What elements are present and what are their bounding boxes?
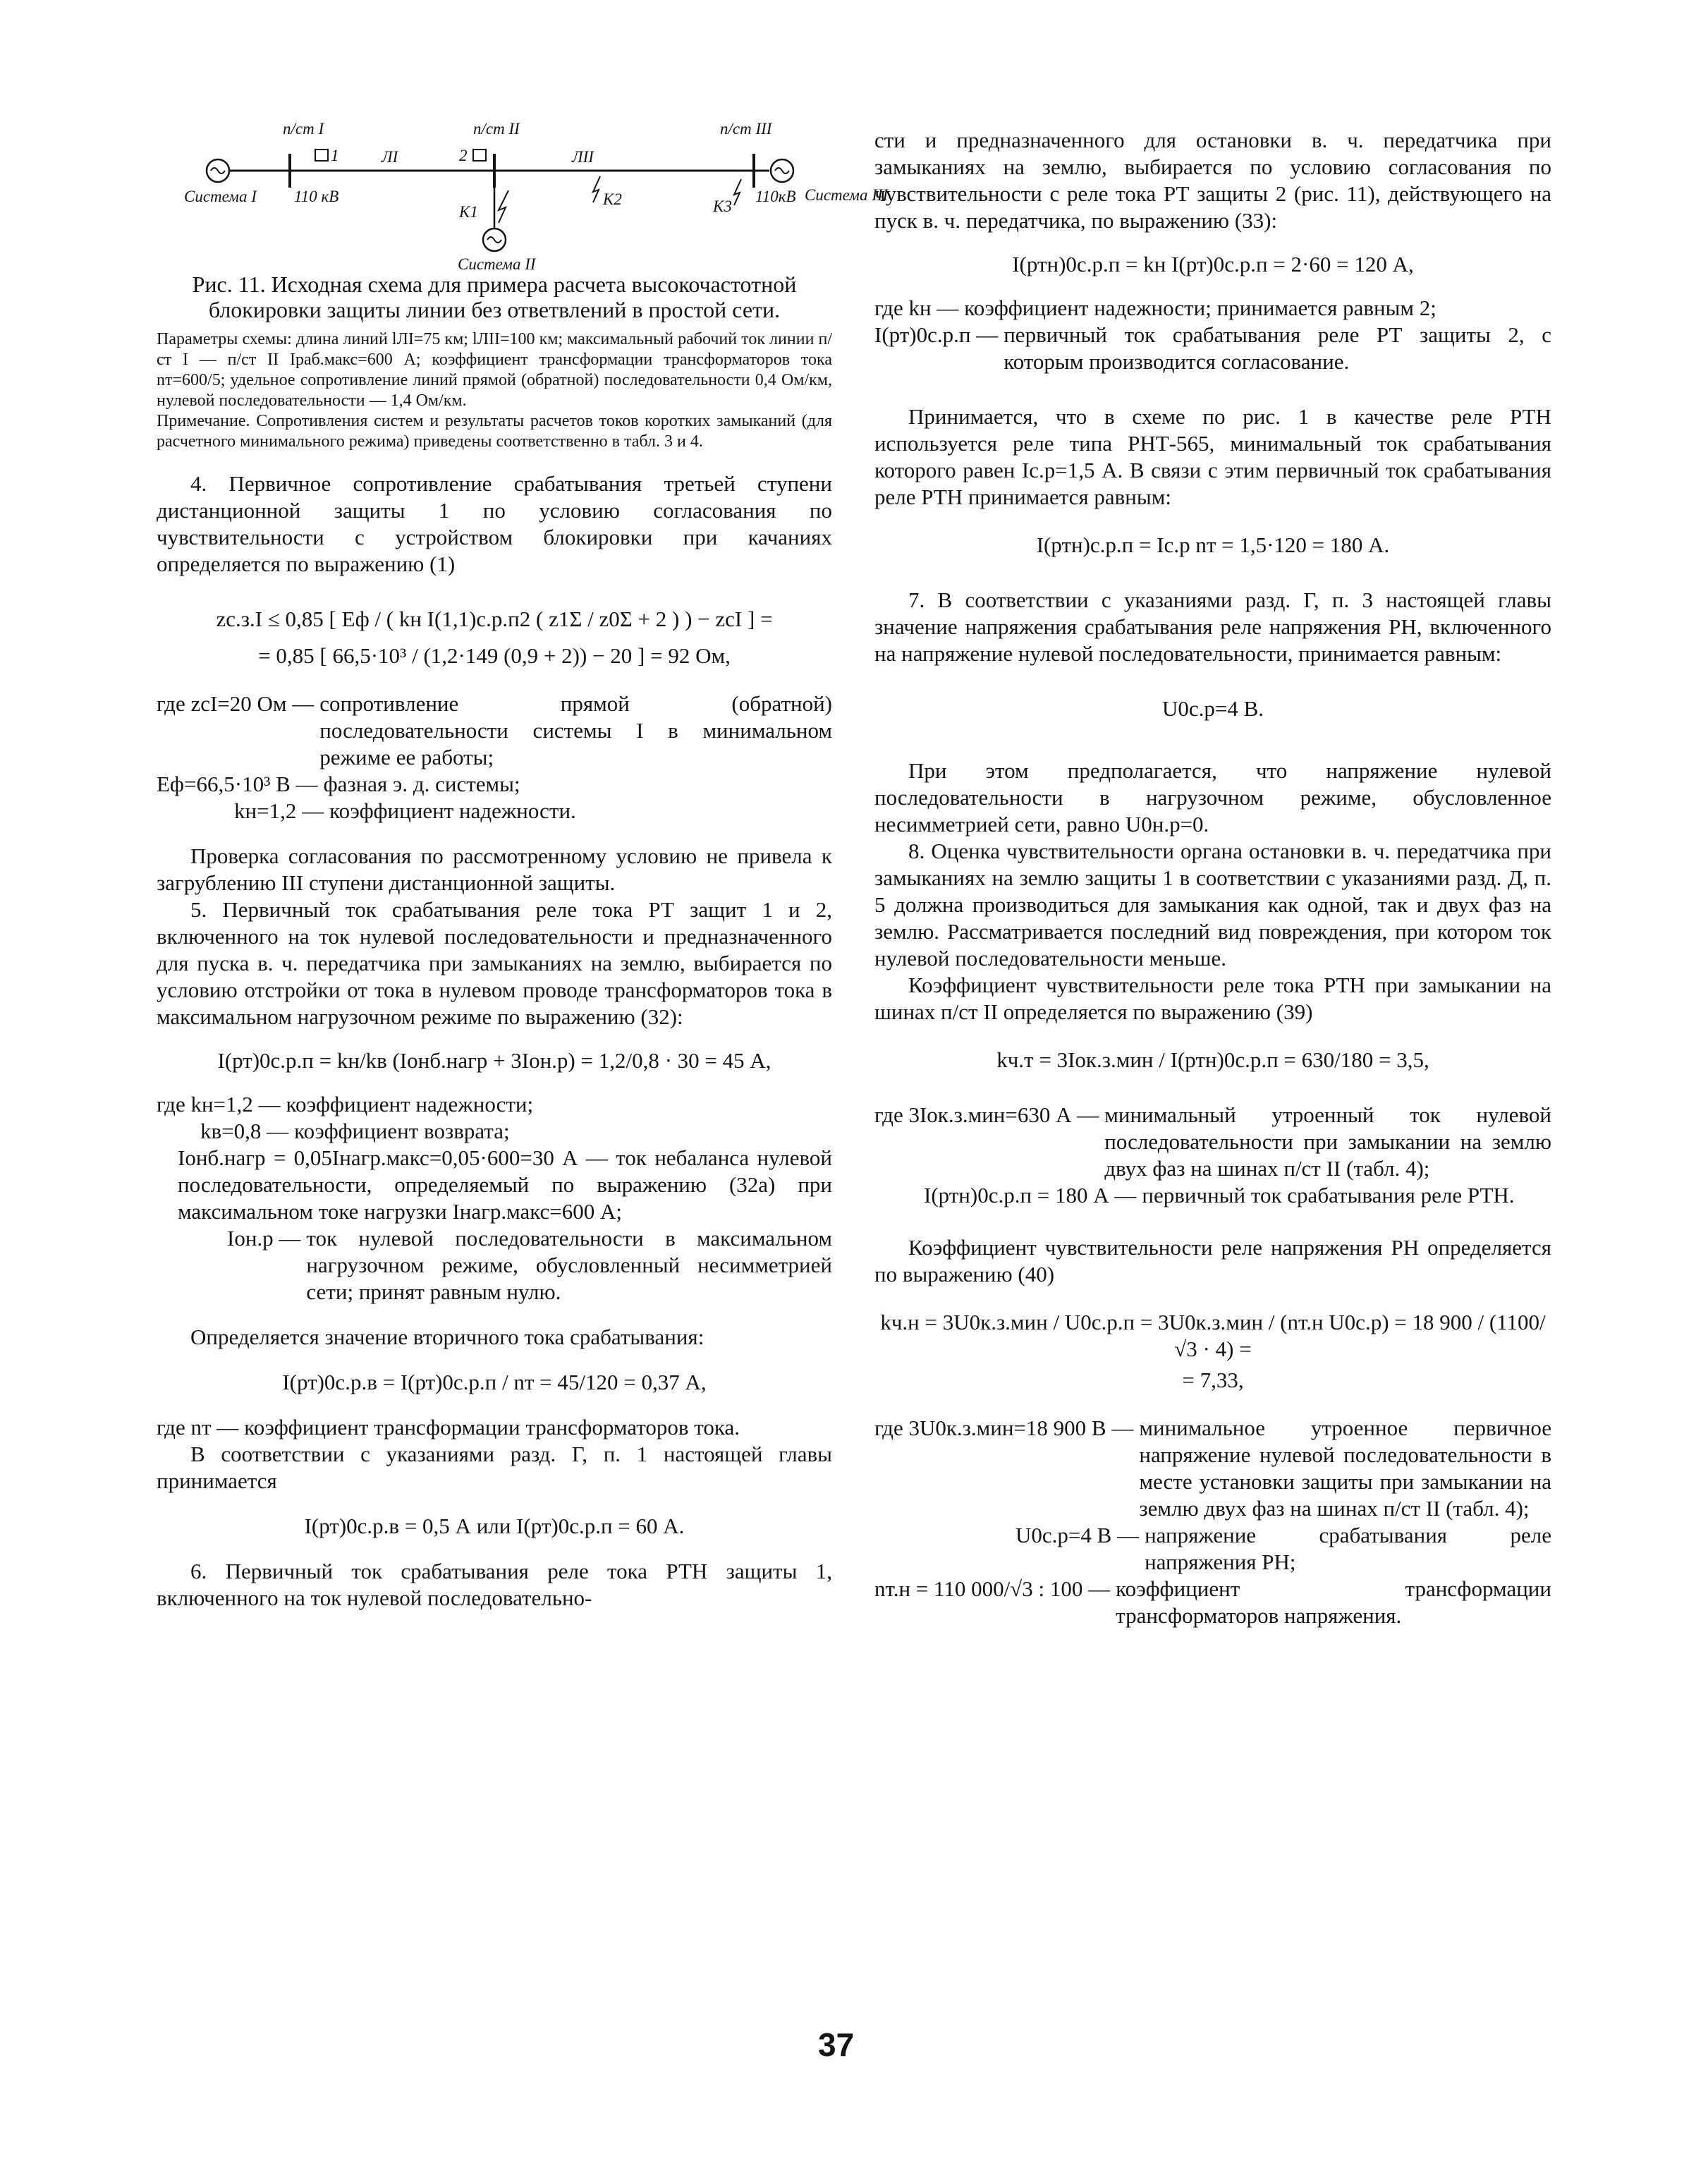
paragraph-coef-rn: Коэффициент чувствительности реле напряжения РН определяется по выражению (40) [874, 1235, 1551, 1286]
paragraph-coef: Коэффициент чувствительности реле тока РТН при замыкании на шинах п/ст II определяется по выражению (39) [874, 973, 1551, 1024]
definition-row: U0с.р=4 В — напряжение срабатывания реле напряжения РН; [1015, 1523, 1551, 1574]
paragraph-assume: При этом предполагается, что напряжение нулевой последовательности в нагрузочном режиме, обусловленное несимметрией сети, равно U0н.р=0. [874, 758, 1551, 836]
definition-row: где kн=1,2 — коэффициент надежности; [157, 1092, 534, 1117]
formula-9a: kч.н = 3U0к.з.мин / U0с.р.п = 3U0к.з.мин / (nт.н U0с.р) = 18 900 / (1100/√3 · 4) = [880, 1310, 1546, 1361]
label-prot1: 1 [331, 147, 339, 164]
definitions-8 [874, 1102, 1551, 1209]
label-k3: K3 [713, 197, 732, 215]
definition-row: где 3Iок.з.мин=630 А — минимальный утроенный ток нулевой последовательности при замыкании на землю двух фаз на шинах п/ст II (табл. 4); [874, 1102, 1551, 1181]
definition-row: nт.н = 110 000/√3 : 100 — коэффициент трансформации трансформаторов напряжения. [874, 1576, 1551, 1628]
label-ps2: п/ст II [473, 120, 520, 138]
paragraph-rnt: Принимается, что в схеме по рис. 1 в качестве реле РТН используется реле типа РНТ-565, минимальный ток срабатывания которого равен Iс.р=1,5 А. В связи с этим первичный ток срабатывания реле РТН принимается равным: [874, 404, 1551, 509]
formula-1b: = 0,85 [ 66,5·10³ / (1,2·149 (0,9 + 2)) − 20 ] = 92 Ом, [258, 643, 731, 668]
label-line1: ЛI [382, 148, 398, 166]
paragraph-accept: В соответствии с указаниями разд. Г, п. 1 настоящей главы принимается [157, 1442, 832, 1493]
label-kv3: 110кВ [755, 188, 796, 205]
definition-row: I(ртн)0с.р.п = 180 А — первичный ток срабатывания реле РТН. [924, 1183, 1515, 1207]
definition-row: где 3U0к.з.мин=18 900 В — минимальное утроенное первичное напряжение нулевой последовательности в месте установки защиты при замыкании на землю двух фаз на шинах п/ст II (табл. 4); [874, 1416, 1551, 1521]
left-column [157, 106, 889, 1612]
formula-5: I(ртн)0с.р.п = kн I(рт)0с.р.п = 2·60 = 120 А, [1012, 252, 1414, 276]
paragraph-5: 5. Первичный ток срабатывания реле тока РТ защит 1 и 2, включенного на ток нулевой последовательности и предназначенного для пуска в. ч. передатчика при замыканиях на землю, выбирается по условию отстройки от тока в нулевом проводе трансформаторов тока в максимальном нагрузочном режиме по выражению (32): [157, 897, 832, 1029]
paragraph-secondary: Определяется значение вторичного тока срабатывания: [190, 1325, 704, 1349]
formula-6: I(ртн)с.р.п = Iс.р nт = 1,5·120 = 180 А. [1036, 533, 1390, 557]
formula-4: I(рт)0с.р.в = 0,5 А или I(рт)0с.р.п = 60 А. [304, 1514, 685, 1538]
definitions-3 [157, 1414, 832, 1441]
formula-9b: = 7,33, [1182, 1368, 1244, 1392]
label-prot2: 2 [459, 147, 468, 164]
label-kv1: 110 кВ [294, 188, 339, 205]
label-ps1: п/ст I [283, 120, 324, 138]
definitions-2 [157, 1091, 832, 1306]
paragraph-7: 7. В соответствии с указаниями разд. Г, п. 3 настоящей главы значение напряжения срабатывания реле напряжения РН, включенного на напряжение нулевой последовательности, принимается равным: [874, 588, 1551, 666]
label-sys2: Система II [458, 255, 536, 273]
definitions-9 [874, 1415, 1551, 1629]
definitions-1 [157, 690, 832, 825]
figure-caption: Рис. 11. Исходная схема для примера расчета высокочастотной блокировки защиты линии без ответвлений в простой сети. [192, 272, 797, 322]
network-diagram [177, 106, 889, 273]
page-number: 37 [818, 2026, 855, 2063]
definition-row: I(рт)0с.р.п — первичный ток срабатывания реле РТ защиты 2, с которым производится согласование. [874, 322, 1551, 374]
figure-params: Параметры схемы: длина линий lЛI=75 км; lЛII=100 км; максимальный рабочий ток линии п/ст I — п/ст II Iраб.макс=600 А; коэффициент трансформации трансформаторов тока nт=600/5; удельное сопротивление линий прямой (обратной) последовательности 0,4 Ом/км, нулевой последовательности — 1,4 Ом/км. [157, 330, 832, 410]
paragraph-4: 4. Первичное сопротивление срабатывания третьей ступени дистанционной защиты 1 по условию согласования по чувствительности с устройством блокировки при качаниях определяется по выражению (1) [157, 471, 832, 576]
formula-1a: zс.з.I ≤ 0,85 [ Eф / ( kн I(1,1)с.р.п2 ( z1Σ / z0Σ + 2 ) ) − zсI ] = [216, 607, 773, 631]
definition-row: где zсI=20 Ом — сопротивление прямой (обратной) последовательности системы I в минимальном режиме ее работы; [157, 691, 832, 769]
definition-row: kв=0,8 — коэффициент возврата; [200, 1119, 510, 1143]
definition-row: Iонб.нагр = 0,05Iнагр.макс=0,05·600=30 А — ток небаланса нулевой последовательности, определяемый по выражению (32а) при максимальном токе нагрузки Iнагр.макс=600 А; [178, 1145, 833, 1224]
definition-row: где nт — коэффициент трансформации трансформаторов тока. [157, 1415, 740, 1440]
definition-row: Iон.р — ток нулевой последовательности в максимальном нагрузочном режиме, обусловленный несимметрией сети; принят равным нулю. [227, 1226, 832, 1304]
label-ps3: п/ст III [720, 120, 772, 138]
label-k1: K1 [459, 203, 478, 221]
definition-row: где kн — коэффициент надежности; принимается равным 2; [874, 296, 1436, 320]
label-sys1: Система I [184, 188, 257, 205]
label-sys3: Система III [805, 186, 889, 204]
label-k2: K2 [603, 190, 622, 208]
right-column [874, 127, 1551, 1629]
formula-7: U0с.р=4 В. [1161, 696, 1264, 721]
label-line2: ЛII [572, 148, 594, 166]
definition-row: Eф=66,5·10³ В — фазная э. д. системы; [157, 772, 520, 796]
definition-row: kн=1,2 — коэффициент надежности. [234, 798, 576, 823]
figure-note: Примечание. Сопротивления систем и результаты расчетов токов коротких замыканий (для расчетного минимального режима) приведены соответственно в табл. 3 и 4. [157, 412, 832, 451]
formula-3: I(рт)0с.р.в = I(рт)0с.р.п / nт = 45/120 = 0,37 А, [282, 1370, 707, 1394]
paragraph-check: Проверка согласования по рассмотренному условию не привела к загрублению III ступени дистанционной защиты. [157, 844, 832, 895]
paragraph-8: 8. Оценка чувствительности органа остановки в. ч. передатчика при замыканиях на землю защиты 1 в соответствии с указаниями разд. Д, п. 5 должна производиться для замыкания как одной, так и двух фаз на землю. Рассматривается последний вид повреждения, при котором ток нулевой последовательности меньше. [874, 839, 1551, 971]
definitions-5 [874, 295, 1551, 375]
paragraph-6: 6. Первичный ток срабатывания реле тока РТН защиты 1, включенного на ток нулевой последовательно- [157, 1559, 832, 1610]
paragraph-6-cont: сти и предназначенного для остановки в. ч. передатчика при замыканиях на землю, выбирается по условию согласования по чувствительности с реле тока РТ защиты 2 (рис. 11), действующего на пуск в. ч. передатчика, по выражению (33): [874, 128, 1551, 233]
formula-8: kч.т = 3Iок.з.мин / I(ртн)0с.р.п = 630/180 = 3,5, [996, 1047, 1429, 1072]
formula-2: I(рт)0с.р.п = kн/kв (Iонб.нагр + 3Iон.р) = 1,2/0,8 · 30 = 45 А, [217, 1048, 771, 1073]
